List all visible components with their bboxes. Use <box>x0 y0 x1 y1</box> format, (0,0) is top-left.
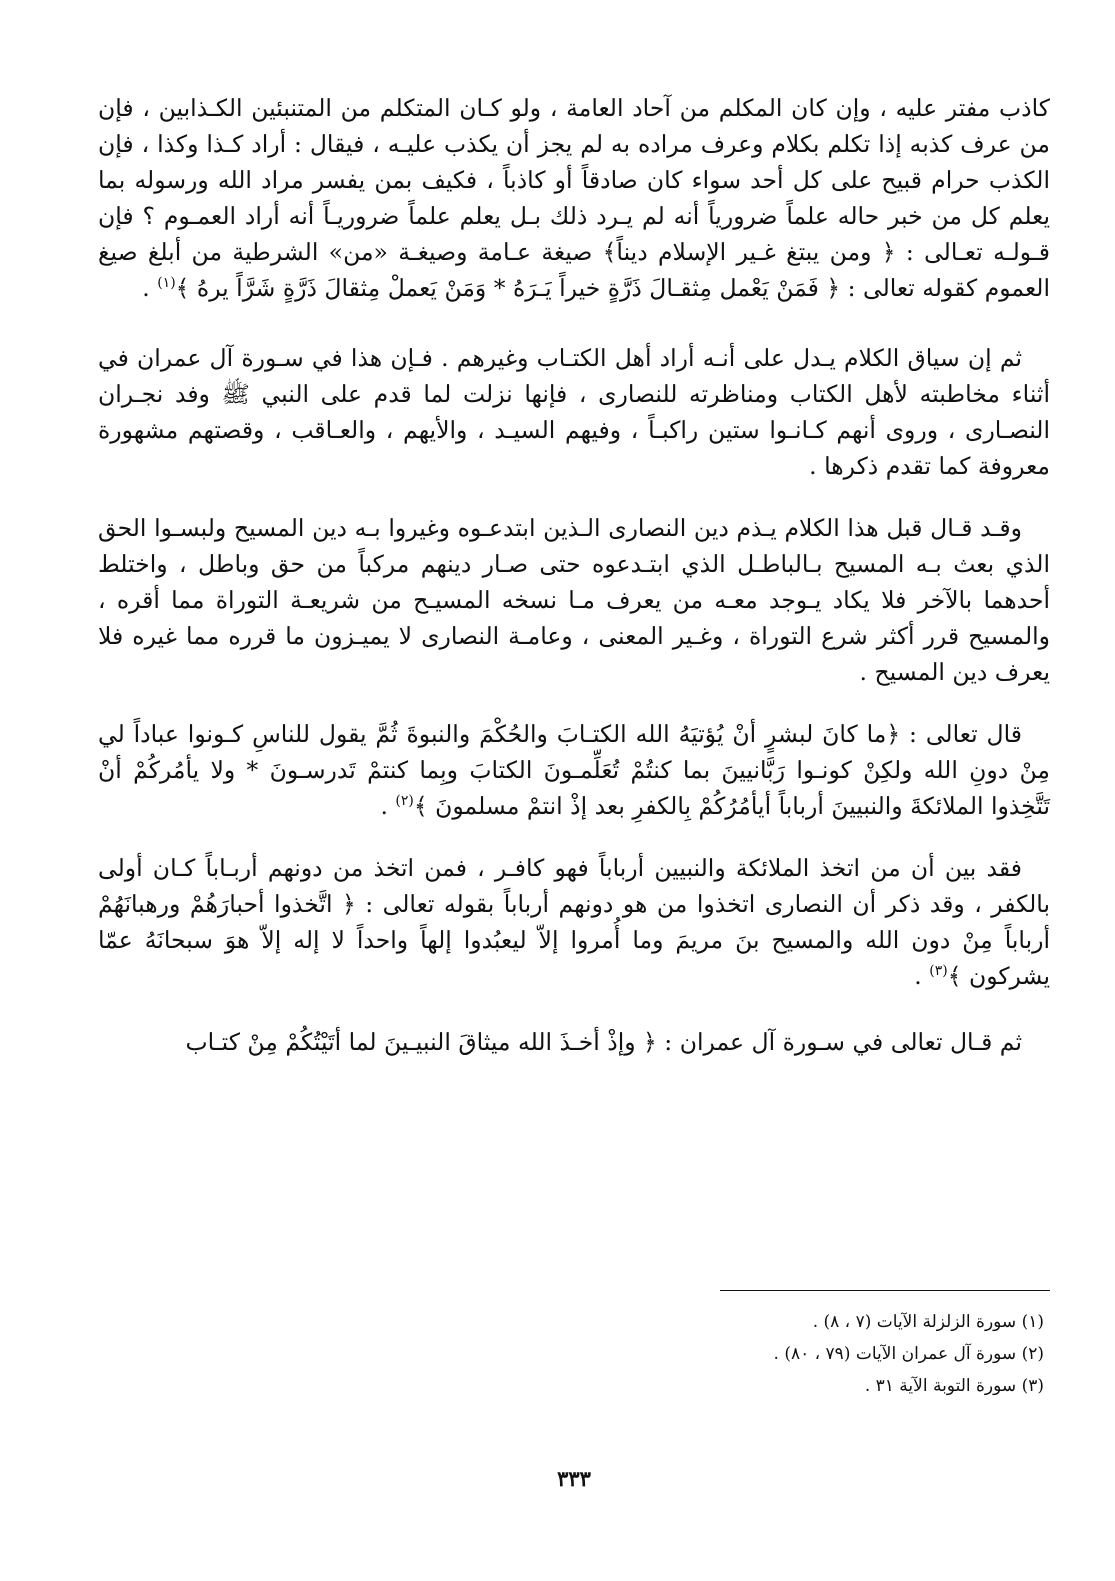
footnote-ref-2: (٢) <box>395 793 414 810</box>
paragraph-5-text: فقد بين أن من اتخذ الملائكة والنبيين أرباباً فهو كافـر ، فمن اتخذ من دونهم أربـاباً كـان أولى بالكفر ، وقد ذكر أن النصارى اتخذوا من هو دونهم أرباباً بقوله تعالى : ﴿ اتَّخذوا أحبارَهُمْ ورهبانَهُمْ أرباباً مِنْ دون الله والمسيح بنَ مريمَ وما أُمروا إلاّ ليعبُدوا إلهاً واحداً لا إله إلاّ هوَ سبحانَهُ عمّا يشركون ﴾ <box>98 854 1050 990</box>
paragraph-4-tail: . <box>380 792 396 820</box>
paragraph-5 <box>98 850 1050 994</box>
paragraph-1-tail: . <box>142 274 158 302</box>
paragraph-4-text: قال تعالى : ﴿ما كانَ لبشرٍ أنْ يُؤتيَهُ الله الكتـابَ والحُكْمَ والنبوةَ ثُمَّ يقول للناسِ كـونوا عباداً لي مِنْ دونِ الله ولكِنْ كونـوا رَبَّانيينَ بما كنتُمْ تُعَلِّمـونَ الكتابَ وبِما كنتمْ تَدرسـونَ * ولا يأمُركُمْ أنْ تَتَّخِذوا الملائكةَ والنبيينَ أرباباً أيأمُرُكُمْ بِالكفرِ بعد إذْ انتمْ مسلمونَ ﴾ <box>98 720 1050 820</box>
footnote-ref-3: (٣) <box>929 963 948 980</box>
paragraph-3 <box>98 510 1050 690</box>
footnote-2: (٢) سورة آل عمران الآيات (٧٩ ، ٨٠) . <box>773 1344 1044 1364</box>
footnote-3: (٣) سورة التوبة الآية ٣١ . <box>864 1376 1044 1396</box>
paragraph-5-tail: . <box>914 962 930 990</box>
paragraph-2-text: ثم إن سياق الكلام يـدل على أنـه أراد أهل الكتـاب وغيرهم . فـإن هذا في سـورة آل عمران في أثناء مخاطبته لأهل الكتاب ومناظرته للنصارى ، فإنها نزلت لما قدم على النبي ﷺ وفد نجـران النصـارى ، وروى أنهم كـانـوا ستين راكبـاً ، وفيهم السيـد ، والأيهم ، والعـاقب ، وقصتهم مشهورة معروفة كما تقدم ذكرها . <box>98 344 1050 480</box>
paragraph-1 <box>98 90 1050 306</box>
paragraph-2 <box>98 340 1050 484</box>
paragraph-6-text: ثم قـال تعالى في سـورة آل عمران : ﴿ وإذْ أخـذَ الله ميثاقَ النبيـينَ لما أتَيْتُكُمْ مِنْ كتـاب <box>185 1028 1022 1056</box>
footnote-divider <box>720 1290 1050 1291</box>
paragraph-6 <box>98 1024 1050 1060</box>
footnote-ref-1: (١) <box>157 275 176 292</box>
book-page <box>98 90 1050 1540</box>
paragraph-3-text: وقـد قـال قبل هذا الكلام يـذم دين النصارى الـذين ابتدعـوه وغيروا بـه دين المسيح ولبسـوا الحق الذي بعث بـه المسيح بـالباطـل الذي ابتـدعوه حتى صـار دينهم مركباً من حق وباطل ، واختلط أحدهما بالآخر فلا يكاد يـوجد معـه من يعرف مـا نسخه المسيـح من شريعـة التوراة مما أقره ، والمسيح قرر أكثر شرع التوراة ، وغـير المعنى ، وعامـة النصارى لا يميـزون ما قرره مما غيره فلا يعرف دين المسيح . <box>98 514 1050 686</box>
footnotes <box>144 1306 1044 1402</box>
footnote-1: (١) سورة الزلزلة الآيات (٧ ، ٨) . <box>812 1312 1044 1332</box>
paragraph-1-text: كاذب مفتر عليه ، وإن كان المكلم من آحاد العامة ، ولو كـان المتكلم من المتنبئين الكـذابين ، فإن من عرف كذبه إذا تكلم بكلام وعرف مراده به لم يجز أن يكذب عليـه ، فيقال : أراد كـذا وكذا ، فإن الكذب حرام قبيح على كل أحد سواء كان صادقاً أو كاذباً ، فكيف بمن يفسر مراد الله ورسوله بما يعلم كل من خبر حاله علماً ضرورياً أنه لم يـرد ذلك بـل يعلم علماً ضروريـاً أنه أراد العمـوم ؟ فإن قـولـه تعـالى : ﴿ ومن يبتغ غـير الإسلام ديناً﴾ صيغة عـامة وصيغـة «من» الشرطية من أبلغ صيغ العموم كقوله تعالى : ﴿ فَمَنْ يَعْمل مِثقـالَ ذَرَّةٍ خيراً يَـرَهُ * وَمَنْ يَعملْ مِثقالَ ذَرَّةٍ شَرَّاً يرهُ ﴾ <box>98 94 1050 302</box>
paragraph-4 <box>98 716 1050 824</box>
page-number: ٣٣٣ <box>557 1466 591 1491</box>
